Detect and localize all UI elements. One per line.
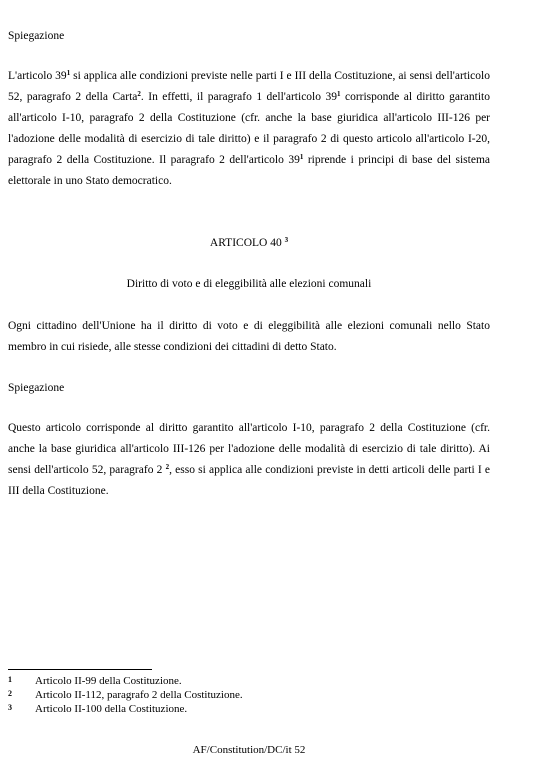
para1-text-e: riprende i principi di base del sistema elettorale in uno Stato democratico. [8, 154, 490, 187]
footnote-text: Articolo II-100 della Costituzione. [35, 703, 188, 715]
para1-text-b: si applica alle condizioni previste nelle parti I e III della Costituzione, ai sensi dell'articolo 52, paragrafo 2 della Carta [8, 70, 490, 103]
article-title [0, 233, 498, 254]
page-footer: AF/Constitution/DC/it 52 [192, 744, 306, 756]
article-subtitle: Diritto di voto e di eleggibilità alle elezioni comunali [126, 278, 372, 290]
para3-text-a: Questo articolo corrisponde al diritto garantito all'articolo I-10, paragrafo 2 della Costituzione (cfr. anche la base giuridica all'articolo III-126 per l'adozione delle modalità di esercizio di tale diritto). Ai sensi dell'articolo 52, paragrafo 2 [8, 422, 490, 476]
para1-text-c: . In effetti, il paragrafo 1 dell'articolo 39 [140, 91, 337, 103]
explanation-paragraph-1 [8, 66, 490, 192]
footnote-ref[interactable]: 1 [299, 153, 304, 161]
para1-text-d: corrisponde al diritto garantito all'articolo I-10, paragrafo 2 della Costituzione (cfr. anche la base giuridica all'articolo III-126 per l'adozione delle modalità di esercizio di tale diritto) e il paragrafo 2 di questo articolo all'articolo I-20, paragrafo 2 della Costituzione. Il paragrafo 2 dell'articolo 39 [8, 91, 490, 166]
footnote-ref[interactable]: 2 [165, 463, 170, 471]
para3-text-b: , esso si applica alle condizioni previste in detti articoli delle parti I e III della Costituzione. [8, 464, 490, 497]
explanation-paragraph-2 [8, 418, 490, 502]
article-title-text: ARTICOLO 40 [209, 237, 282, 249]
explanation-heading-1: Spiegazione [8, 30, 65, 42]
footnote-number: 2 [8, 689, 12, 698]
footnote-ref[interactable]: 3 [284, 236, 289, 244]
footnote-text: Articolo II-99 della Costituzione. [35, 675, 182, 687]
footnote-ref[interactable]: 1 [66, 69, 71, 77]
footnote-number: 3 [8, 703, 12, 712]
footnote-divider [8, 669, 152, 670]
explanation-heading-2: Spiegazione [8, 382, 65, 394]
footnote-number: 1 [8, 675, 12, 684]
article-body-paragraph: Ogni cittadino dell'Unione ha il diritto di voto e di eleggibilità alle elezioni comunali nello Stato membro in cui risiede, alle stesse condizioni dei cittadini di detto Stato. [8, 320, 490, 353]
footnote-ref[interactable]: 1 [336, 90, 341, 98]
footnote-ref[interactable]: 2 [137, 90, 141, 98]
footnote-text: Articolo II-112, paragrafo 2 della Costituzione. [35, 689, 243, 701]
para1-text-a: L'articolo 39 [8, 70, 67, 82]
